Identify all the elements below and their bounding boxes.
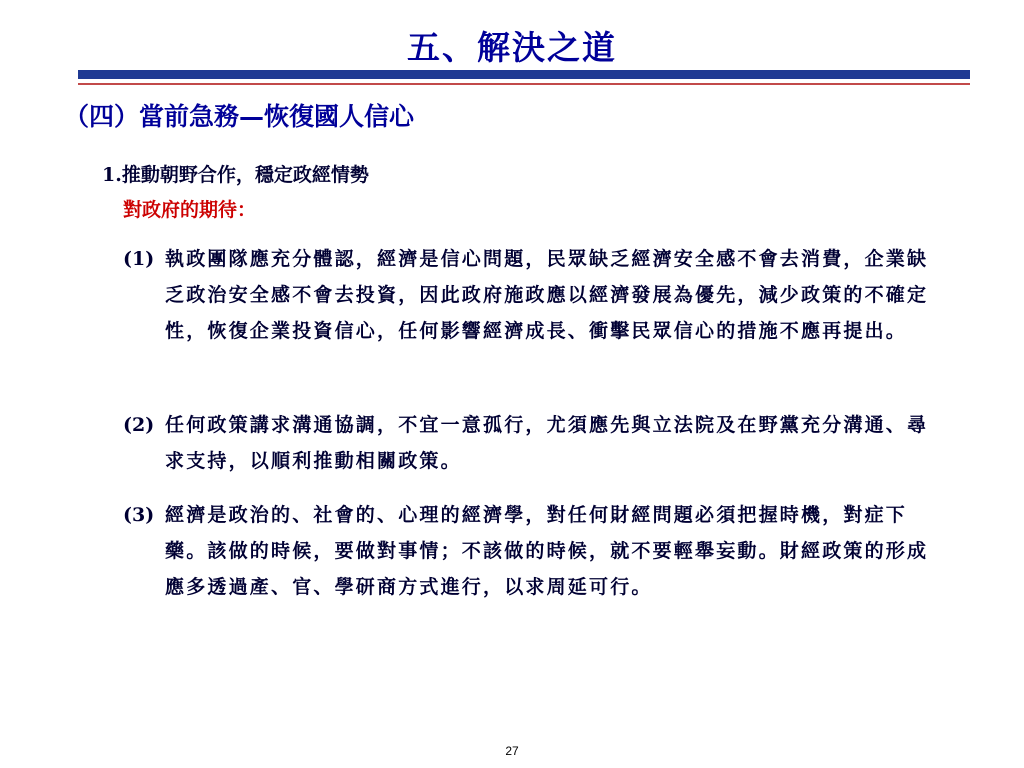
page-number: 27 bbox=[505, 744, 519, 758]
list-item bbox=[123, 407, 943, 479]
list-item-text: 執政團隊應充分體認，經濟是信心問題，民眾缺乏經濟安全感不會去消費，企業缺乏政治安全感不會去投資，因此政府施政應以經濟發展為優先，減少政策的不確定性，恢復企業投資信心，任何影響經濟成長、衝擊民眾信心的措施不應再提出。 bbox=[165, 248, 929, 342]
point-heading: 1.推動朝野合作，穩定政經情勢 bbox=[102, 164, 369, 186]
title-divider-thick bbox=[78, 70, 970, 79]
list-item-text: 任何政策講求溝通協調，不宜一意孤行，尤須應先與立法院及在野黨充分溝通、尋求支持，以順利推動相關政策。 bbox=[165, 414, 929, 472]
list-item-marker: (2) bbox=[123, 414, 155, 436]
title-divider-thin bbox=[78, 83, 970, 85]
list-item-marker: (1) bbox=[123, 248, 155, 270]
list-item bbox=[123, 241, 943, 349]
sub-heading: 對政府的期待： bbox=[123, 199, 257, 221]
list-item-text: 經濟是政治的、社會的、心理的經濟學，對任何財經問題必須把握時機，對症下藥。該做的時候，要做對事情；不該做的時候，就不要輕舉妄動。財經政策的形成應多透過產、官、學研商方式進行，以求周延可行。 bbox=[165, 504, 929, 598]
slide-title: 五、解決之道 bbox=[407, 28, 617, 67]
section-heading: （四）當前急務—恢復國人信心 bbox=[64, 102, 415, 131]
list-item bbox=[123, 497, 943, 605]
list-item-marker: (3) bbox=[123, 504, 155, 526]
